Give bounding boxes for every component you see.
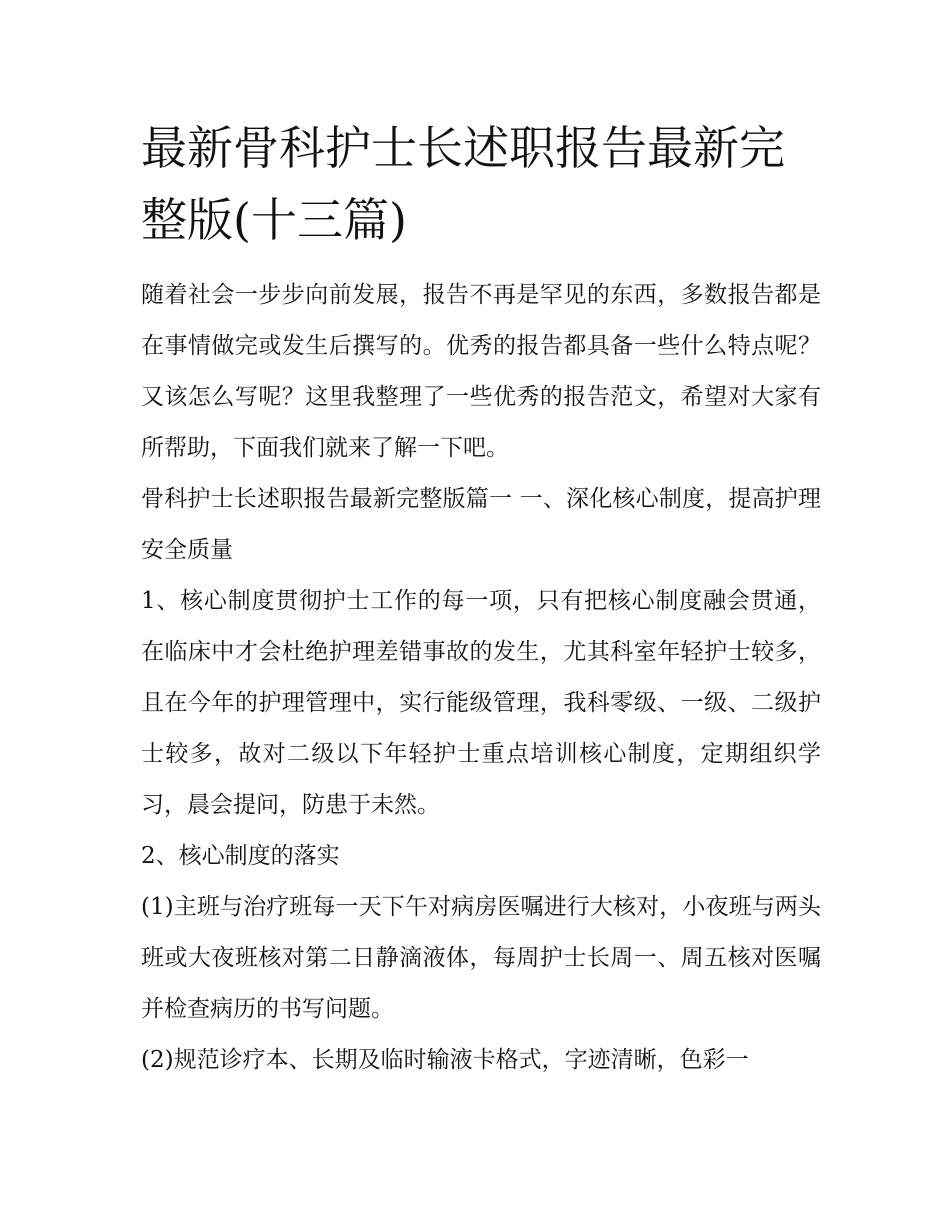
item-2-heading: 2、核心制度的落实 (141, 843, 340, 869)
document-body (141, 112, 821, 1086)
item-1-paragraph: 1、核心制度贯彻护士工作的每一项，只有把核心制度融会贯通，在临床中才会杜绝护理差错事故的发生，尤其科室年轻护士较多，且在今年的护理管理中，实行能级管理，我科零级、一级、二级护士较多，故对二级以下年轻护士重点培训核心制度，定期组织学习，晨会提问，防患于未然。 (141, 588, 821, 818)
section-heading-paragraph: 骨科护士长述职报告最新完整版篇一 一、深化核心制度，提高护理安全质量 (141, 486, 821, 563)
subitem-1-paragraph: (1)主班与治疗班每一天下午对病房医嘱进行大核对，小夜班与两头班或大夜班核对第二日静滴液体，每周护士长周一、周五核对医嘱并检查病历的书写问题。 (141, 894, 821, 1022)
document-title: 最新骨科护士长述职报告最新完整版(十三篇) (141, 121, 785, 247)
subitem-2-paragraph: (2)规范诊疗本、长期及临时输液卡格式，字迹清晰，色彩一 (141, 1047, 749, 1073)
intro-paragraph: 随着社会一步步向前发展，报告不再是罕见的东西，多数报告都是在事情做完或发生后撰写的。优秀的报告都具备一些什么特点呢？又该怎么写呢？这里我整理了一些优秀的报告范文，希望对大家有所帮助，下面我们就来了解一下吧。 (141, 282, 821, 461)
